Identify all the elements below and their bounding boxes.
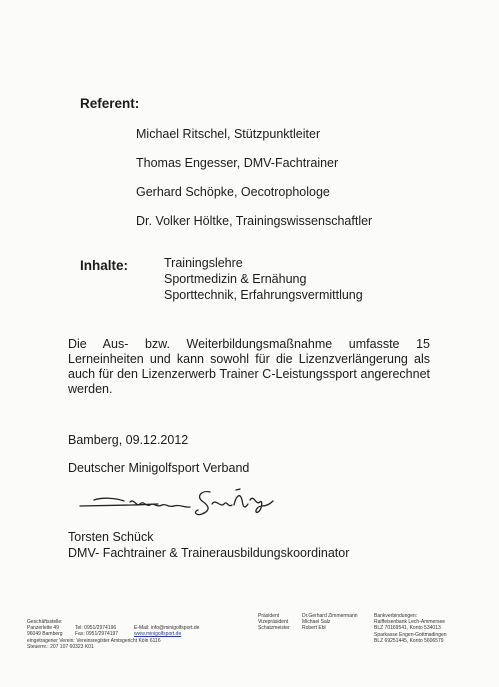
organization-name: Deutscher Minigolfsport Verband <box>68 461 250 475</box>
footer-contact <box>134 619 199 638</box>
handwritten-signature <box>72 480 282 524</box>
footer-email[interactable]: E-Mail: info@minigolfsport.de <box>134 625 200 632</box>
inhalte-heading: Inhalte: <box>80 258 129 273</box>
referent-name: Gerhard Schöpke, Oecotrophologe <box>136 185 330 199</box>
footer-text: eingetragener Verein: Vereinsregister Amtsgericht Köln 6116 <box>27 637 161 644</box>
footer-text: Dr.Gerhard Zimmermann <box>302 613 358 619</box>
footer-board-names <box>302 613 358 632</box>
paragraph-line: auch für den Lizenzerwerb Trainer C-Leistungssport angerechnet <box>68 367 430 381</box>
footer-text: Robert Ebl <box>302 625 326 632</box>
footer-website-link[interactable]: www.minigolfsport.de <box>134 631 182 638</box>
footer-text: Raiffeisenbank Lech-Ammersee <box>374 619 446 626</box>
footer-text: Michael Salz <box>302 619 331 626</box>
referent-name: Michael Ritschel, Stützpunktleiter <box>136 127 321 141</box>
referent-heading: Referent: <box>80 96 140 111</box>
paragraph-line: Die Aus- bzw. Weiterbildungsmaßnahme umfasste 15 <box>68 337 430 351</box>
inhalte-item: Sportmedizin & Ernähung <box>164 272 307 286</box>
footer-text: Steuernr.: 207 107 60323 K01 <box>27 643 94 650</box>
footer-board-roles <box>258 613 290 632</box>
place-date: Bamberg, 09.12.2012 <box>68 433 189 447</box>
signatory-role: DMV- Fachtrainer & Trainerausbildungskoordinator <box>68 546 350 560</box>
footer-text: Vizepräsident <box>258 619 289 626</box>
footer-text: Präsident <box>258 613 280 619</box>
footer-text: Tel: 0951/2974196 <box>75 625 117 632</box>
paragraph-line: Lerneinheiten und kann sowohl für die Lizenzverlängerung als <box>68 352 430 366</box>
description-paragraph <box>68 337 430 397</box>
referent-name: Dr. Volker Höltke, Trainingswissenschaftler <box>136 214 373 228</box>
footer-text: Bankverbindungen: <box>374 613 418 619</box>
footer-text: Fax: 0951/2974197 <box>75 631 119 638</box>
footer-bank <box>374 613 447 644</box>
footer-text: Panzerleite 49 <box>27 625 59 632</box>
footer-text: Geschäftsstelle: <box>27 619 63 625</box>
footer-text: BLZ 70169541, Konto 534013 <box>374 625 441 632</box>
signatory-name: Torsten Schück <box>68 530 154 544</box>
footer-phone <box>75 619 118 638</box>
footer-text: Schatzmeister <box>258 625 290 632</box>
footer-text: Sparkasse Engen-Gottmadingen <box>374 631 447 638</box>
inhalte-item: Sporttechnik, Erfahrungsvermittlung <box>164 288 363 302</box>
paragraph-line: werden. <box>68 382 113 396</box>
referent-name: Thomas Engesser, DMV-Fachtrainer <box>136 156 339 170</box>
footer-text: 96049 Bamberg <box>27 631 63 638</box>
footer-text: BLZ 69251445, Konto 5606579 <box>374 637 444 644</box>
inhalte-item: Trainingslehre <box>164 256 243 270</box>
